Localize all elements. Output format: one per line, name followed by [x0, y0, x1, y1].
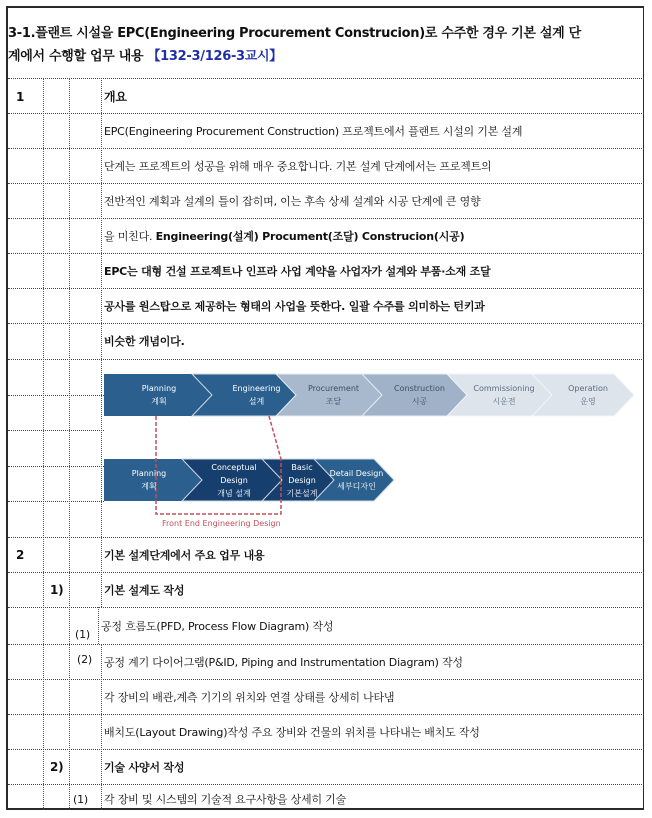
phase-construction: Construction 시공	[394, 384, 445, 406]
item-text: 공정 계기 다이어그램(P&ID, Piping and Instrumentation Diagram) 작성	[104, 656, 463, 669]
item-number: (2)	[77, 653, 92, 666]
body-line: 배치도(Layout Drawing)작성 주요 장비와 건물의 위치를 나타내는 배치도 작성	[104, 726, 480, 739]
item-number: (1)	[73, 793, 88, 806]
section-number: 1	[16, 90, 25, 104]
row-divider	[8, 359, 644, 360]
item-text: 각 장비 및 시스템의 기술적 요구사항을 상세히 기술	[104, 793, 347, 806]
item-text: 공정 흐름도(PFD, Process Flow Diagram) 작성	[101, 620, 334, 633]
body-line: 을 미친다. Engineering(설계) Procument(조달) Construcion(시공)	[104, 230, 465, 243]
feed-label: Front End Engineering Design	[162, 519, 281, 528]
section-number: 2	[16, 548, 25, 562]
subsection-heading: 기술 사양서 작성	[104, 761, 185, 774]
row-divider	[8, 501, 104, 502]
row-divider	[8, 466, 104, 467]
column-divider	[69, 78, 70, 810]
phase-engineering: Engineering 설계	[232, 384, 281, 406]
phase-procurement: Procurement 조달	[307, 384, 360, 406]
column-divider	[101, 78, 102, 607]
body-line-bold: EPC는 대형 건설 프로젝트나 인프라 사업 계약을 사업자가 설계와 부품·소재 조달	[104, 265, 491, 278]
subsection-heading: 기본 설계도 작성	[104, 584, 185, 597]
section-heading: 개요	[104, 90, 127, 104]
row-divider	[8, 430, 104, 431]
body-line-bold: 비슷한 개념이다.	[104, 335, 185, 348]
phase-operation: Operation 운영	[568, 384, 608, 406]
epc-phase-diagram	[104, 366, 644, 536]
body-line: 전반적인 계획과 설계의 틀이 잡히며, 이는 후속 상세 설계와 시공 단계에 큰 영향	[104, 195, 481, 208]
page-title	[8, 22, 640, 68]
column-divider	[101, 644, 102, 810]
section-heading: 기본 설계단계에서 주요 업무 내용	[104, 549, 265, 562]
title-line-1: 3-1.플랜트 시설을 EPC(Engineering Procurement Construcion)로 수주한 경우 기본 설계 단	[8, 26, 581, 41]
phase-planning-detail: Planning 계획	[131, 469, 167, 491]
column-divider	[98, 607, 99, 644]
subsection-number: 2)	[50, 760, 64, 774]
phase-detail-design: Detail Design 세부디자인	[329, 469, 384, 491]
body-line: EPC(Engineering Procurement Construction) 프로젝트에서 플랜트 시설의 기본 설계	[104, 125, 523, 138]
epc-terms: Engineering(설계) Procument(조달) Construcion(시공)	[155, 230, 465, 243]
body-line-bold: 공사를 원스탑으로 제공하는 형태의 사업을 뜻한다. 일괄 수주를 의미하는 턴키과	[104, 300, 485, 313]
body-line: 각 장비의 배관,계측 기기의 위치와 연결 상태를 상세히 나타냄	[104, 691, 395, 704]
row-divider	[8, 395, 104, 396]
title-line-2: 계에서 수행할 업무 내용 【132-3/126-3교시】	[8, 49, 283, 64]
phase-conceptual-design: Conceptual Design 개념 설계	[211, 462, 257, 498]
phase-commissioning: Commissioning 시운전	[473, 384, 535, 406]
subsection-number: 1)	[50, 583, 64, 597]
row-divider	[8, 78, 644, 79]
reference-badge: 【132-3/126-3교시】	[147, 49, 283, 64]
item-number: (1)	[75, 628, 90, 641]
column-divider	[43, 78, 44, 810]
body-line: 단계는 프로젝트의 성공을 위해 매우 중요합니다. 기본 설계 단계에서는 프로젝트의	[104, 160, 492, 173]
phase-basic-design: Basic Design 기본설계	[286, 462, 318, 498]
phase-planning: Planning 계획	[141, 384, 177, 406]
